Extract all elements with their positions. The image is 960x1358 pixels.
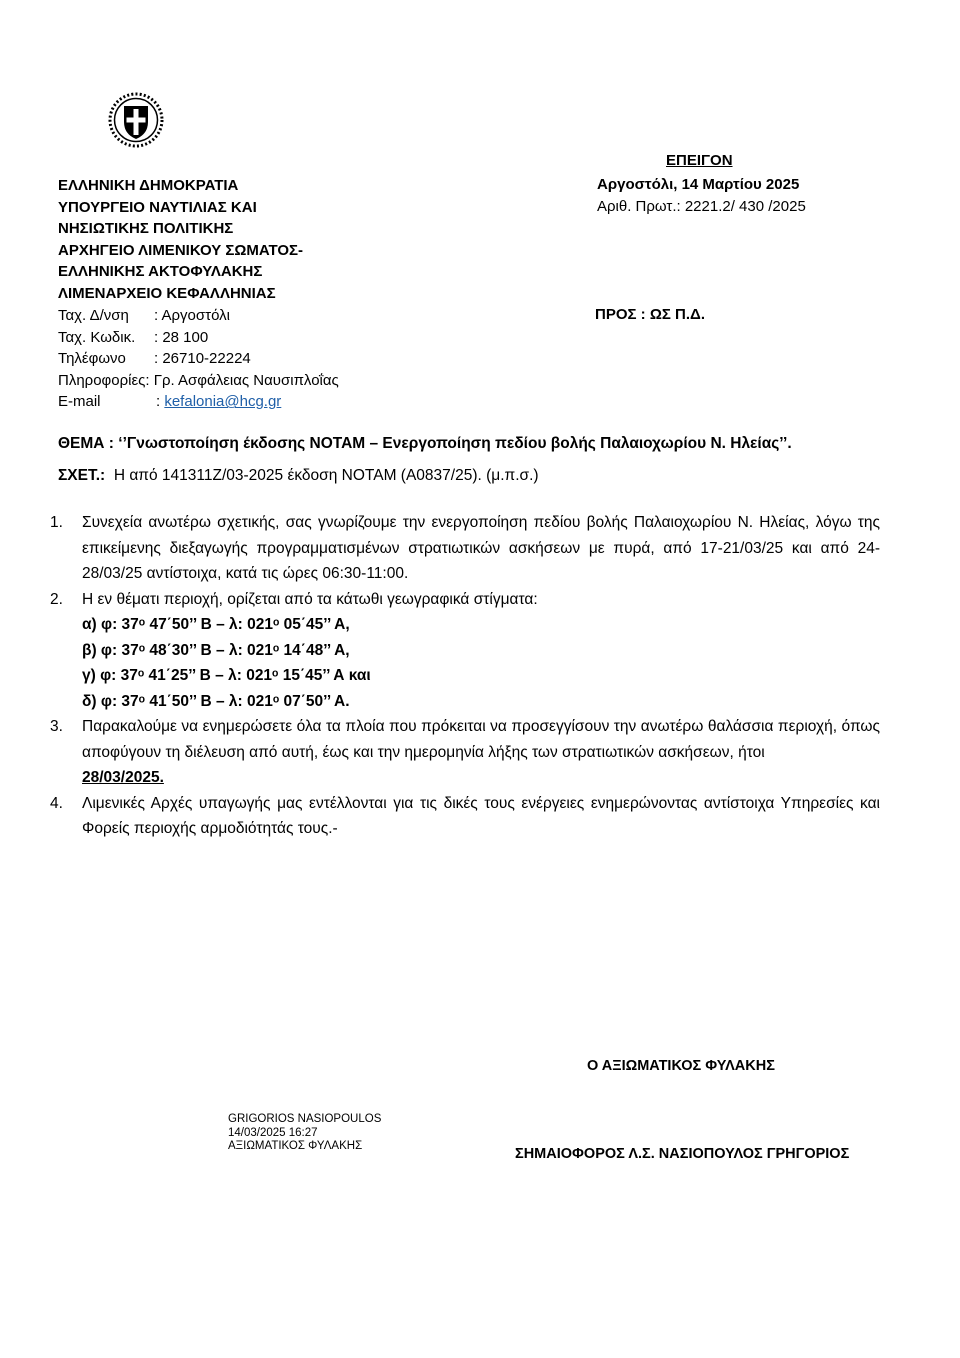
relation-line <box>58 467 539 485</box>
postcode-row <box>58 327 339 349</box>
email-row <box>58 391 339 413</box>
org-line: ΝΗΣΙΩΤΙΚΗΣ ΠΟΛΙΤΙΚΗΣ <box>58 220 234 238</box>
phone-value: : 26710-22224 <box>154 350 251 368</box>
org-line: ΕΛΛΗΝΙΚΗ ΔΗΜΟΚΡΑΤΙΑ <box>58 177 239 194</box>
end-date: 28/03/2025. <box>82 769 164 786</box>
item-text: Η εν θέματι περιοχή, ορίζεται από τα κάτωθι γεωγραφικά στίγματα: <box>82 590 538 608</box>
item-text: Λιμενικές Αρχές υπαγωγής μας εντέλλονται για τις δικές τους ενέργειες ενημερώνοντας αντίστοιχα Υπηρεσίες και Φορείς περιοχής αρμοδιότητάς τους.- <box>82 794 880 837</box>
email-link[interactable]: kefalonia@hcg.gr <box>164 393 282 411</box>
relation-text: Η από 141311Z/03-2025 έκδοση NOTAM (A0837/25). (μ.π.σ.) <box>113 467 539 484</box>
coordinate-point: α) φ: 37ᵒ 47΄50’’ Β – λ: 021ᵒ 05΄45’’ Α, <box>82 616 350 633</box>
signatory-name: ΣΗΜΑΙΟΦΟΡΟΣ Λ.Σ. ΝΑΣΙΟΠΟΥΛΟΣ ΓΡΗΓΟΡΙΟΣ <box>515 1146 850 1162</box>
org-line: ΕΛΛΗΝΙΚΗΣ ΑΚΤΟΦΥΛΑΚΗΣ <box>58 263 263 281</box>
relation-label: ΣΧΕΤ.: <box>58 467 106 484</box>
subject-line: ΘΕΜΑ : ‘’Γνωστοποίηση έκδοσης NOTAM – Ενεργοποίηση πεδίου βολής Παλαιοχωρίου Ν. Ηλείας’’. <box>58 435 792 452</box>
item-number: 4. <box>50 794 63 812</box>
org-line: ΑΡΧΗΓΕΙΟ ΛΙΜΕΝΙΚΟΥ ΣΩΜΑΤΟΣ- <box>58 241 304 259</box>
org-line: ΛΙΜΕΝΑΡΧΕΙΟ ΚΕΦΑΛΛΗΝΙΑΣ <box>58 284 276 302</box>
coat-of-arms-icon <box>108 92 164 148</box>
place-date: Αργοστόλι, 14 Μαρτίου 2025 <box>597 176 800 193</box>
phone-label: Τηλέφωνο <box>58 350 126 368</box>
list-item <box>50 510 880 587</box>
list-item <box>50 791 880 842</box>
item-text: Παρακαλούμε να ενημερώσετε όλα τα πλοία που πρόκειται να προσεγγίσουν την ανωτέρω θαλάσσια περιοχή, όπως αποφύγουν τη διέλευση από αυτή, έως και την ημερομηνία λήξης των στρατιωτικών ασκήσεων, ήτοι <box>82 718 880 761</box>
item-number: 1. <box>50 514 63 531</box>
postcode-value: : 28 100 <box>154 328 209 346</box>
protocol-number: Αριθ. Πρωτ.: 2221.2/ 430 /2025 <box>597 198 806 215</box>
item-number: 2. <box>50 590 63 608</box>
coordinates-list <box>82 612 880 714</box>
recipient: ΠΡΟΣ : ΩΣ Π.Δ. <box>595 306 705 323</box>
digital-signature: GRIGORIOS NASIOPOULOS 14/03/2025 16:27 ΑΞΙΩΜΑΤΙΚΟΣ ΦΥΛΑΚΗΣ <box>228 1113 382 1152</box>
phone-row <box>58 348 339 370</box>
email-label: E-mail <box>58 393 101 411</box>
priority-stamp: ΕΠΕΙΓΟΝ <box>666 152 733 169</box>
signatory-title: Ο ΑΞΙΩΜΑΤΙΚΟΣ ΦΥΛΑΚΗΣ <box>587 1058 775 1074</box>
body-list <box>50 510 880 842</box>
postcode-label: Ταχ. Κωδικ. <box>58 328 136 346</box>
coordinate-point: δ) φ: 37ᵒ 41΄50’’ Β – λ: 021ᵒ 07΄50’’ Α. <box>82 692 350 710</box>
list-item <box>50 714 880 791</box>
coordinate-point: β) φ: 37ᵒ 48΄30’’ Β – λ: 021ᵒ 14΄48’’ Α, <box>82 641 350 659</box>
email-separator: : <box>156 393 165 411</box>
list-item <box>50 587 880 715</box>
org-line: ΥΠΟΥΡΓΕΙΟ ΝΑΥΤΙΛΙΑΣ ΚΑΙ <box>58 198 257 216</box>
item-text: Συνεχεία ανωτέρω σχετικής, σας γνωρίζουμε την ενεργοποίηση πεδίου βολής Παλαιοχωρίου Ν. Ηλείας, λόγω της επικείμενης διεξαγωγής προγραμματισμένων στρατιωτικών ασκήσεων με πυρά, από 17-21/03/25 και από 24-28/03/25 αντίστοιχα, κατά τις ώρες 06:30-11:00. <box>82 514 880 582</box>
address-label: Ταχ. Δ/νση <box>58 307 129 324</box>
info-row: Πληροφορίες: Γρ. Ασφάλειας Ναυσιπλοΐας <box>58 371 339 389</box>
item-number: 3. <box>50 718 63 735</box>
address-row <box>58 305 339 327</box>
organization-block <box>58 175 303 305</box>
contact-block <box>58 305 339 413</box>
coordinate-point: γ) φ: 37ᵒ 41΄25’’ Β – λ: 021ᵒ 15΄45’’ Α και <box>82 667 371 684</box>
address-value: : Αργοστόλι <box>154 307 230 324</box>
